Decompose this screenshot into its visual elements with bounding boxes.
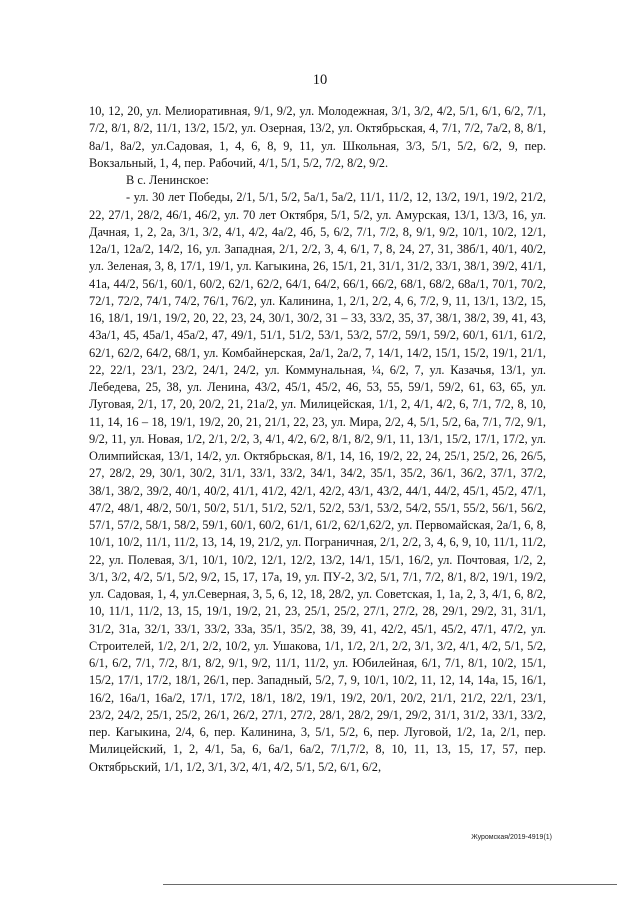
body-text [89,103,546,776]
bottom-divider [163,884,617,885]
page-number: 10 [312,72,328,88]
address-paragraph-continuation: 10, 12, 20, ул. Мелиоративная, 9/1, 9/2, ул. Молодежная, 3/1, 3/2, 4/2, 5/1, 6/1, 6/2, 7/1, 7/2, 8/1, 8/2, 11/1, 13/2, 15/2, ул. Озерная, 13/2, ул. Октябрьская, 4, 7/1, 7/2, 7а/2, 8, 8/1, 8а/1, 8а/2, ул.Садовая, 1, 4, 6, 8, 9, 11, ул. Школьная, 3/3, 5/1, 5/2, 6/2, 9, пер. Вокзальный, 1, 4, пер. Рабочий, 4/1, 5/1, 5/2, 7/2, 8/2, 9/2. [89,104,546,170]
document-code: Журомская/2019-4919(1) [471,834,552,841]
locality-heading: В с. Ленинское: [126,173,209,187]
address-paragraph-leninskoe: - ул. 30 лет Победы, 2/1, 5/1, 5/2, 5а/1, 5а/2, 11/1, 11/2, 12, 13/2, 19/1, 19/2, 21/2, 22, 27/1, 28/2, 46/1, 46/2, ул. 70 лет Октября, 5/1, 5/2, ул. Амурская, 13/1, 13/3, 16, ул. Дачная, 1, 2, 2а, 3/1, 3/2, 4/1, 4/2, 4а/2, 4б, 5, 6/2, 7/1, 7/2, 8, 9/1, 9/2, 10/1, 10/2, 12/1, 12а/1, 12а/2, 14/2, 16, ул. Западная, 2/1, 2/2, 3, 4, 6/1, 7, 8, 24, 27, 31, 38б/1, 40/1, 40/2, ул. Зеленая, 3, 8, 17/1, 19/1, ул. Кагыкина, 26, 15/1, 21, 31/1, 31/2, 33/1, 38/1, 39/2, 41/1, 41а, 44/2, 56/1, 60/1, 60/2, 62/1, 62/2, 64/1, 64/2, 66/1, 66/2, 68/1, 68/2, 68а/1, 70/1, 70/2, 72/1, 72/2, 74/1, 74/2, 76/1, 76/2, ул. Калинина, 1, 2/1, 2/2, 4, 6, 7/2, 9, 11, 13/1, 13/2, 15, 16, 18/1, 19/1, 19/2, 20, 22, 23, 24, 30/1, 30/2, 31 – 33, 33/2, 35, 37, 38/1, 38/2, 39, 41, 43, 43а/1, 45, 45а/1, 45а/2, 47, 49/1, 51/1, 51/2, 53/1, 53/2, 57/2, 59/1, 59/2, 60/1, 61/1, 61/2, 62/1, 62/2, 64/2, 68/1, ул. Комбайнерская, 2а/1, 2а/2, 7, 14/1, 14/2, 15/1, 15/2, 19/1, 21/1, 22, 22/1, 23/1, 23/2, 24/1, 24/2, ул. Коммунальная, ¼, 6/2, 7, ул. Казачья, 13/1, ул. Лебедева, 25, 38, ул. Ленина, 43/2, 45/1, 45/2, 46, 53, 55, 59/1, 59/2, 61, 63, 65, ул. Луговая, 2/1, 17, 20, 20/2, 21, 21а/2, ул. Милицейская, 1/1, 2, 4/1, 4/2, 6, 7/1, 7/2, 8, 10, 11, 14, 16 – 18, 19/1, 19/2, 20, 21, 21/1, 22, 23, ул. Мира, 2/2, 4, 5/1, 5/2, 6а, 7/1, 7/2, 9/1, 9/2, 11, ул. Новая, 1/2, 2/1, 2/2, 3, 4/1, 4/2, 6/2, 8/1, 8/2, 9/1, 11, 13/1, 15/2, 17/1, 17/2, ул. Олимпийская, 13/1, 14/2, ул. Октябрьская, 8/1, 14, 16, 19/2, 22, 24, 25/1, 25/2, 26, 26/5, 27, 28/2, 29, 30/1, 30/2, 31/1, 33/1, 33/2, 34/1, 34/2, 35/1, 35/2, 36/1, 36/2, 37/1, 37/2, 38/1, 38/2, 39/2, 40/1, 40/2, 41/1, 41/2, 42/1, 42/2, 43/1, 43/2, 44/1, 44/2, 45/1, 45/2, 47/1, 47/2, 48/1, 48/2, 50/1, 50/2, 51/1, 51/2, 52/1, 52/2, 53/1, 53/2, 54/2, 55/1, 55/2, 56/1, 56/2, 57/1, 57/2, 58/1, 58/2, 59/1, 60/1, 60/2, 61/1, 61/2, 62/1,62/2, ул. Первомайская, 2а/1, 6, 8, 10/1, 10/2, 11/1, 11/2, 13, 14, 19, 21/2, ул. Пограничная, 2/1, 2/2, 3, 4, 6, 9, 10, 11/1, 11/2, 22, ул. Полевая, 3/1, 10/1, 10/2, 12/1, 12/2, 13/2, 14/1, 15/1, 16/2, ул. Почтовая, 1/2, 2, 3/1, 3/2, 4/2, 5/1, 5/2, 9/2, 15, 17, 17а, 19, ул. ПУ-2, 3/2, 5/1, 7/1, 7/2, 8/1, 8/2, 19/1, 19/2, ул. Садовая, 1, 4, ул.Северная, 3, 5, 6, 12, 18, 28/2, ул. Советская, 1, 1а, 2, 3, 4/1, 6, 8/2, 10, 11/1, 11/2, 13, 15, 19/1, 19/2, 21, 23, 25/1, 25/2, 27/1, 27/2, 28, 29/1, 29/2, 31, 31/1, 31/2, 31а, 32/1, 33/1, 33/2, 33а, 35/1, 35/2, 38, 39, 41, 42/2, 45/1, 45/2, 47/1, 47/2, ул. Строителей, 1/2, 2/1, 2/2, 10/2, ул. Ушакова, 1/1, 1/2, 2/1, 2/2, 3/1, 3/2, 4/1, 4/2, 5/1, 5/2, 6/1, 6/2, 7/1, 7/2, 8/1, 8/2, 9/1, 9/2, 11/1, 11/2, ул. Юбилейная, 6/1, 7/1, 8/1, 10/2, 15/1, 15/2, 17/1, 17/2, 18/1, 26/1, пер. Западный, 5/2, 7, 9, 10/1, 10/2, 11, 12, 14, 14а, 15, 16/1, 16/2, 16а/1, 16а/2, 17/1, 17/2, 18/1, 18/2, 19/1, 19/2, 20/1, 20/2, 21/1, 21/2, 22/1, 23/1, 23/2, 24/2, 25/1, 25/2, 26/1, 26/2, 27/1, 27/2, 28/1, 28/2, 29/1, 29/2, 31/1, 31/2, 33/1, 33/2, пер. Кагыкина, 2/4, 6, пер. Калинина, 3, 5/1, 5/2, 6, пер. Луговой, 1/2, 1а, 2/1, пер. Милицейский, 1, 2, 4/1, 5а, 6, 6а/1, 6а/2, 7/1,7/2, 8, 10, 11, 13, 15, 17, 57, пер. Октябрьский, 1/1, 1/2, 3/1, 3/2, 4/1, 4/2, 5/1, 5/2, 6/1, 6/2, [89,190,546,774]
